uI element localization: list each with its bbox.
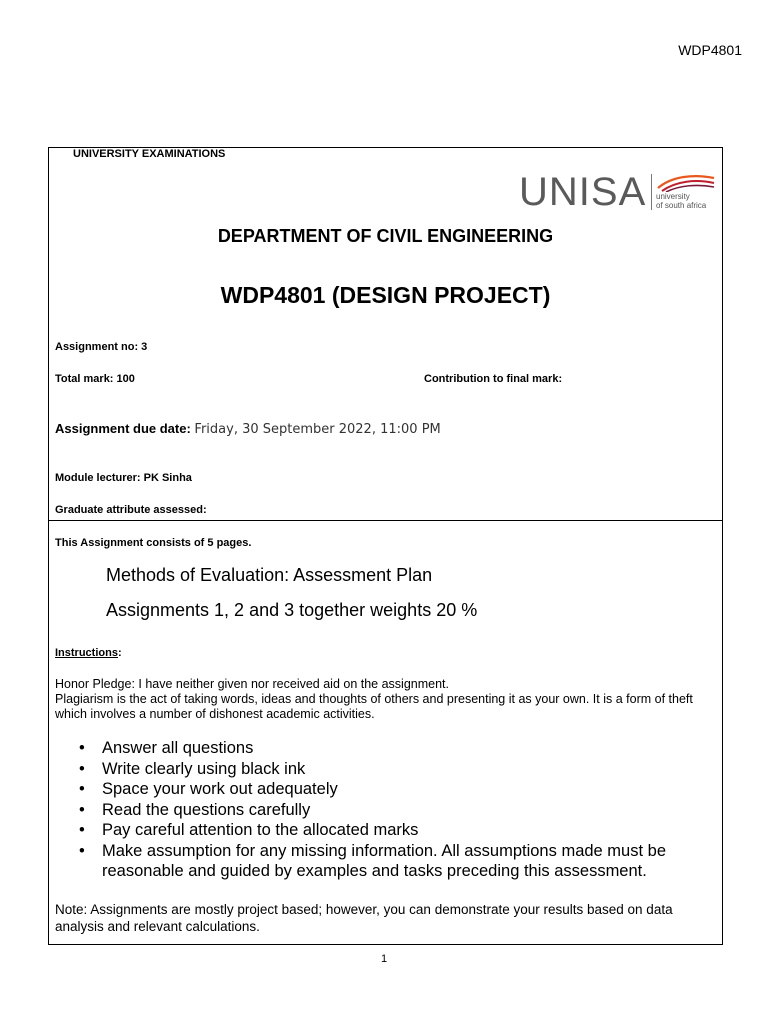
- note: Note: Assignments are mostly project based; however, you can demonstrate your results based on data analysis and relevant calculations.: [55, 902, 673, 934]
- page-number: 1: [380, 953, 388, 965]
- logo-separator: [651, 174, 652, 210]
- list-item-text: Space your work out adequately: [102, 780, 338, 799]
- instructions-heading: [55, 647, 122, 659]
- exam-cover-box: [48, 147, 723, 945]
- page-count-statement: This Assignment consists of 5 pages.: [55, 537, 252, 549]
- instructions-colon: :: [117, 647, 122, 659]
- plagiarism-statement: Plagiarism is the act of taking words, ideas and thoughts of others and presenting it as your own. It is a form of theft which involves a number of dishonest academic activities.: [55, 692, 693, 721]
- list-item: [75, 841, 715, 881]
- list-item: [75, 759, 715, 779]
- university-examinations-label: UNIVERSITY EXAMINATIONS: [73, 148, 226, 160]
- instructions-list: [75, 738, 715, 882]
- bullet-icon: •: [79, 800, 85, 819]
- list-item: [75, 800, 715, 820]
- logo-subtext: [656, 192, 706, 210]
- logo-wordmark: UNISA: [519, 170, 647, 214]
- logo-subtext-line2: of south africa: [656, 201, 707, 210]
- bullet-icon: •: [79, 780, 85, 799]
- list-item-text: Pay careful attention to the allocated marks: [102, 821, 419, 840]
- honor-pledge-block: [55, 677, 715, 722]
- contribution-to-final-mark: Contribution to final mark:: [424, 373, 563, 385]
- list-item-text: Make assumption for any missing information. All assumptions made must be reasonable and guided by examples and tasks preceding this assessment.: [102, 841, 666, 880]
- bullet-icon: •: [79, 759, 85, 778]
- section-divider: [49, 520, 722, 521]
- list-item: [75, 738, 715, 758]
- graduate-attribute: Graduate attribute assessed:: [55, 504, 207, 516]
- bullet-icon: •: [79, 841, 85, 860]
- list-item-text: Read the questions carefully: [102, 800, 311, 819]
- due-date-value: Friday, 30 September 2022, 11:00 PM: [194, 422, 441, 437]
- list-item-text: Answer all questions: [102, 739, 254, 757]
- unisa-logo: [519, 170, 719, 214]
- bullet-icon: •: [79, 739, 85, 757]
- logo-swoosh-icon: [654, 172, 716, 192]
- course-title: WDP4801 (DESIGN PROJECT): [220, 282, 551, 308]
- honor-pledge: Honor Pledge: I have neither given nor received aid on the assignment.: [55, 677, 449, 691]
- module-lecturer: Module lecturer: PK Sinha: [55, 472, 192, 484]
- department-title: DEPARTMENT OF CIVIL ENGINEERING: [217, 226, 554, 246]
- document-code: WDP4801: [678, 42, 742, 58]
- assignment-number: Assignment no: 3: [55, 341, 148, 353]
- instructions-label: Instructions: [55, 647, 118, 659]
- total-mark: Total mark: 100: [55, 373, 135, 385]
- bullet-icon: •: [79, 821, 85, 840]
- list-item: [75, 820, 715, 840]
- list-item-text: Write clearly using black ink: [102, 759, 306, 778]
- logo-subtext-line1: university: [656, 192, 690, 201]
- evaluation-method: Methods of Evaluation: Assessment Plan: [106, 565, 433, 585]
- list-item: [75, 779, 715, 799]
- due-date: [55, 421, 441, 437]
- evaluation-weighting: Assignments 1, 2 and 3 together weights 20 %: [106, 600, 478, 620]
- due-date-label: Assignment due date:: [55, 421, 191, 436]
